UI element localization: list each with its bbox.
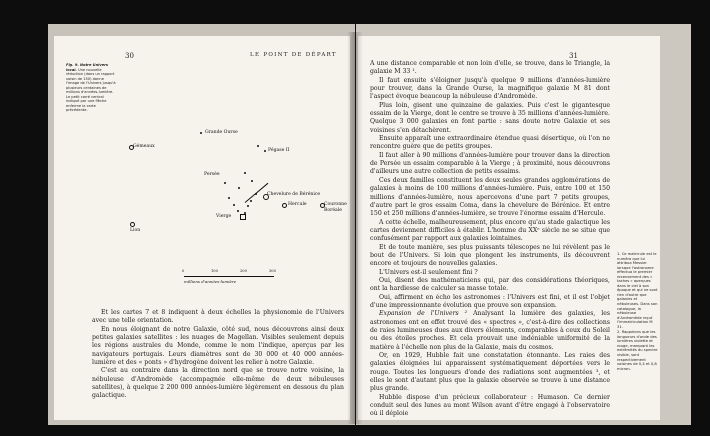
running-head: LE POINT DE DÉPART <box>250 52 337 58</box>
paragraph: Hubble dispose d'un précieux collaborateur : Humason. Ce dernier conduit seul des lunes au mont Wilson avant d'être engagé à l'observatoire où il déploie <box>370 393 610 418</box>
galaxy-marker <box>200 132 202 134</box>
scale-tick: 0 <box>182 269 185 273</box>
paragraph: Ces deux familles constituent les deux seules grandes agglomérations de galaxies à moins de 100 millions d'années-lumière. Puis, entre 100 et 150 millions d'années-lumière, nous apercevons d'une part 7 petits groupes, d'autre part le gros essaim Coma, dans la chevelure de Bérénice. Et entre 150 et 250 millions d'années-lumière, se trouve l'énorme essaim d'Hercule. <box>370 176 610 218</box>
galaxy-marker <box>237 210 239 212</box>
galaxy-marker <box>250 200 252 202</box>
page-number-right: 31 <box>569 52 578 60</box>
paragraph: Plus loin, gisent une quinzaine de galaxies. Puis c'est le gigantesque essaim de la Vierge, dont le centre se trouve à 35 millions d'années-lumière. Quelque 3 000 galaxies en font partie : sans doute notre Galaxie et ses voisines s'en détachèrent. <box>370 101 610 134</box>
scale-tick: 200 <box>240 269 247 273</box>
galaxy-marker <box>247 205 249 207</box>
galaxy-marker <box>251 180 253 182</box>
label-grande-ourse: Grande Ourse <box>205 130 238 135</box>
right-page <box>358 36 660 420</box>
paragraph: A une distance comparable et non loin d'elle, se trouve, dans le Triangle, la galaxie M 33 ¹. <box>370 60 610 76</box>
paragraph <box>370 310 610 352</box>
universe-map-figure <box>124 60 346 290</box>
paragraph: C'est au contraire dans la direction nord que se trouve notre voisine, la nébuleuse d'Andromède (accompagnée elle-même de deux nébuleuses satellites), à quelque 2 200 000 années-lumière légèrement en dessous du plan galactique. <box>92 367 344 400</box>
galaxy-marker <box>238 187 240 189</box>
label-lion: Lion <box>130 228 141 233</box>
footnote: 2. Rappelons que les longueurs d'onde des lumières violette et rouge, marquant les extrémités du spectre visible, sont respectivement voisines de 0,4 et 0,8 micron. <box>617 330 658 371</box>
paragraph: Et les cartes 7 et 8 indiquent à deux échelles la physionomie de l'Univers avec une telle orientation. <box>92 309 344 325</box>
margin-notes <box>617 252 658 372</box>
figure-caption <box>66 63 118 113</box>
section-heading: Expansion de l'Univers ² <box>379 310 468 318</box>
footnote: 1. Ce matricule est le numéro que lui attribua Messier lorsque l'astronome effectua le premier recensement des « taches » aperçues dans le ciel à son époque et qui ne sont rien d'autre que galaxies et nébuleuses. Dans son catalogue, la nébuleuse d'Andromède reçut l'immatriculation M 31. <box>617 252 658 329</box>
label-chevelure: Chevelure de Bérénice <box>267 192 321 197</box>
galaxy-marker <box>130 222 135 227</box>
paragraph: Or, en 1929, Hubble fait une constatation étonnante. Les raies des galaxies éloignées lui apparaissent systématiquement déportées vers le rouge. Toutes les longueurs d'onde des radiations sont augmentées ³, et elles le sont d'autant plus que la galaxie observée se trouve à une distance plus grande. <box>370 352 610 393</box>
galaxy-marker <box>244 172 246 174</box>
paragraph: Il faut ensuite s'éloigner jusqu'à quelque 9 millions d'années-lumière pour trouver, dans la Grande Ourse, la magnifique galaxie M 81 dont l'aspect évoque beaucoup la nébuleuse d'Andromède. <box>370 76 610 101</box>
page-number-left: 30 <box>125 52 134 60</box>
paragraph: Ensuite apparaît une extraordinaire étendue quasi désertique, où l'on ne rencontre guère que de petits groupes. <box>370 135 610 151</box>
galaxy-marker <box>224 182 226 184</box>
caption-lead: Fig. 9. Notre Univers local. <box>66 63 109 72</box>
paragraph: A cette échelle, malheureusement, plus encore qu'au stade galactique les cartes deviennent difficiles à établir. L'homme du XXᵉ siècle ne se situe que confusément par rapport aux galaxies lointaines. <box>370 218 610 243</box>
galaxy-marker <box>264 150 266 152</box>
section-text: Analysant la lumière des galaxies, les astronomes ont en effet trouvé des « spectres », c'est-à-dire des collections de raies lumineuses dues aux divers éléments, comparables à ceux du Soleil ou des étoiles proches. Et cela prouvait une indéniable uniformité de la matière à l'échelle non plus de la Galaxie, mais du cosmos. <box>370 310 611 351</box>
paragraph: En nous éloignant de notre Galaxie, côté sud, nous découvrons ainsi deux petites galaxies satellites : les nuages de Magellan. Visibles seulement depuis les régions australes du Monde, comme le nom l'indique, aperçus par les navigateurs portugais. Leurs diamètres sont de 30 000 et 40 000 années-lumière et des « ponts » d'hydrogène doivent les relier à notre Galaxie. <box>92 325 344 367</box>
label-vierge: Vierge <box>216 214 232 219</box>
label-pegase: Pégase II <box>268 148 290 153</box>
paragraph: Et de toute manière, ses plus puissants télescopes ne lui révèlent pas le bout de l'Univers. Si loin que plongent les instruments, ils découvrent encore et toujours de nouvelles galaxies. <box>370 243 610 268</box>
local-square-marker <box>240 214 246 220</box>
label-persee: Persée <box>204 172 220 177</box>
paragraph: Oui, affirment en écho les astronomes : l'Univers est fini, et il est l'objet d'une impressionnante évolution que prouve son expansion. <box>370 293 610 309</box>
paragraph: Il faut aller à 90 millions d'années-lumière pour trouver dans la direction de Persée un essaim comparable à la Vierge ; à proximité, nous découvrons d'ailleurs une autre collection de petits essaims. <box>370 151 610 176</box>
galaxy-marker <box>233 204 235 206</box>
scale-label: millions d'années-lumière <box>184 279 237 284</box>
scale-tick: 100 <box>211 269 218 273</box>
galaxy-marker <box>282 203 287 208</box>
left-body-text <box>92 309 344 401</box>
scale-bar <box>184 276 274 277</box>
book-gutter <box>347 32 363 424</box>
galaxy-marker <box>228 197 230 199</box>
label-gemeaux: Gémeaux <box>133 144 155 149</box>
paragraph: L'Univers est-il seulement fini ? <box>379 268 478 276</box>
label-couronne: Couronne Boréale <box>324 202 347 213</box>
scale-tick: 300 <box>269 269 276 273</box>
right-body-text <box>370 60 610 419</box>
label-hercule: Hercule <box>288 202 307 207</box>
left-page <box>54 36 350 420</box>
galaxy-marker <box>257 145 259 147</box>
paragraph: Oui, disent des mathématiciens qui, par des considérations théoriques, ont la hardiesse de calculer sa masse totale. <box>370 276 610 293</box>
caption-body: Une nouvelle réduction (dans un rapport voisin de 150) donne l'image de l'Univers jusqu'à plusieurs centaines de millions d'années-lumière. Le petit carré central indiqué par une flèche enferme la carte précédente. <box>66 67 116 112</box>
